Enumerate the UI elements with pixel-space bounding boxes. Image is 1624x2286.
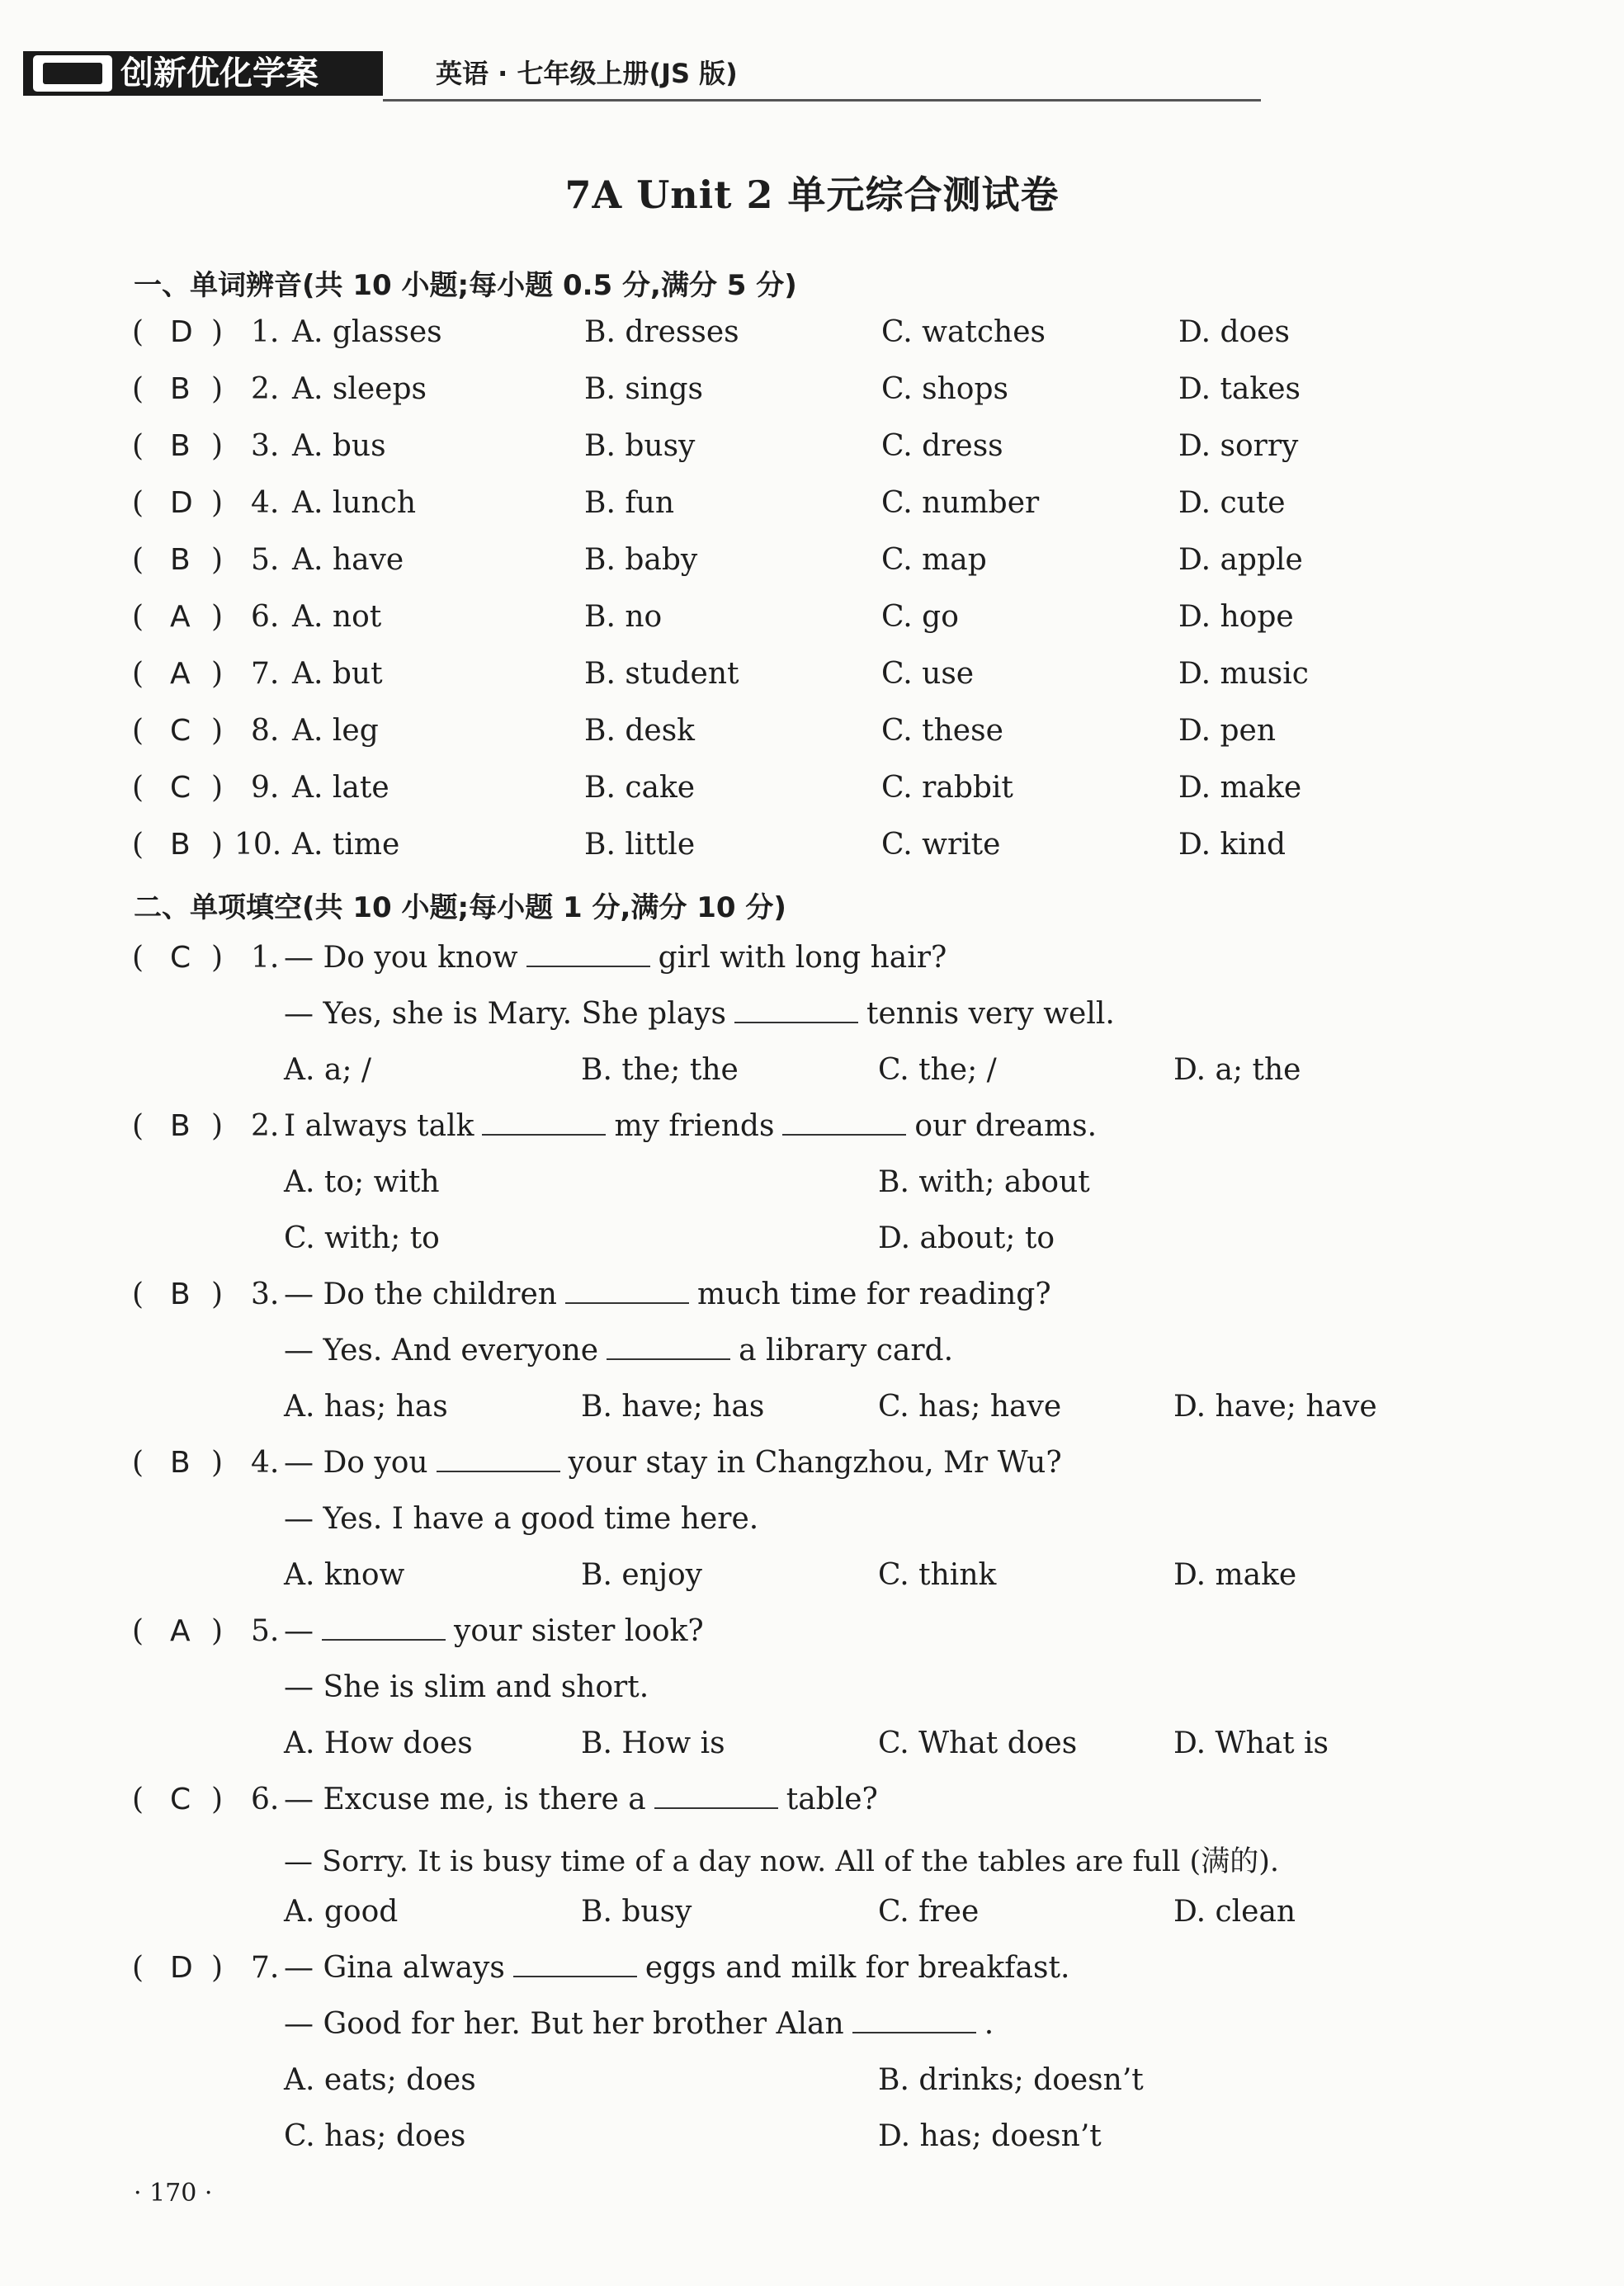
option-c: C. use <box>881 657 975 691</box>
question-stem: — Do you your stay in Changzhou, Mr Wu? <box>284 1446 1062 1480</box>
option-a: A. time <box>292 828 400 862</box>
option-a: A. sleeps <box>292 372 427 406</box>
answer-blank[interactable] <box>322 1616 446 1641</box>
options-row <box>0 1390 1624 1439</box>
question-number: 3. <box>251 1278 280 1311</box>
option-a: A. have <box>292 543 404 577</box>
question-number: 6. <box>251 1783 280 1816</box>
question-row: ( A ) 5. — your sister look? <box>132 1614 704 1648</box>
option-b: B. with; about <box>878 1165 1090 1199</box>
answer-blank[interactable] <box>482 1111 606 1136</box>
option-d: D. have; have <box>1173 1390 1377 1424</box>
option-a: A. leg <box>292 714 379 748</box>
question-row: ( B ) 3. A. bus B. busy C. dress D. sorry <box>132 429 1299 463</box>
question-number: 8. <box>251 714 280 748</box>
question-row: ( D ) 7. — Gina always eggs and milk for breakfast. <box>132 1951 1070 1985</box>
question-number: 3. <box>251 429 280 463</box>
option-d: D. apple <box>1178 543 1303 577</box>
option-b: B. enjoy <box>581 1558 703 1592</box>
question-row: ( A ) 7. A. but B. student C. use D. music <box>132 657 1309 691</box>
option-a: A. lunch <box>292 486 417 520</box>
option-c: C. with; to <box>284 1221 440 1255</box>
question-stem: I always talk my friends our dreams. <box>284 1109 1098 1143</box>
header-rule <box>383 99 1261 102</box>
question-number: 10. <box>234 828 282 862</box>
brand-text: 创新优化学案 <box>120 54 319 92</box>
question-line <box>0 2007 1624 2057</box>
options-row <box>0 1053 1624 1103</box>
answer-blank[interactable] <box>565 1279 689 1304</box>
option-b: B. student <box>584 657 739 691</box>
question-row: ( C ) 9. A. late B. cake C. rabbit D. make <box>132 771 1302 805</box>
page-number: · 170 · <box>134 2179 213 2208</box>
option-a: A. but <box>292 657 383 691</box>
answer-blank[interactable] <box>654 1784 778 1809</box>
question-stem: — Yes. And everyone a library card. <box>284 1334 954 1367</box>
question-row: ( D ) 4. A. lunch B. fun C. number D. cute <box>132 486 1286 520</box>
option-b: B. baby <box>584 543 698 577</box>
option-b: B. How is <box>581 1726 725 1760</box>
answer-blank[interactable] <box>437 1448 560 1472</box>
question-number: 2. <box>251 1109 280 1143</box>
option-b: B. no <box>584 600 663 634</box>
question-number: 4. <box>251 1446 280 1480</box>
option-d: D. sorry <box>1178 429 1299 463</box>
question-line <box>0 1502 1624 1552</box>
option-d: D. takes <box>1178 372 1301 406</box>
option-a: A. eats; does <box>284 2063 476 2097</box>
question-number: 1. <box>251 941 280 975</box>
option-b: B. sings <box>584 372 704 406</box>
option-b: B. desk <box>584 714 695 748</box>
option-a: A. has; has <box>284 1390 448 1424</box>
question-row: ( C ) 6. — Excuse me, is there a table? <box>132 1783 878 1816</box>
question-number: 2. <box>251 372 280 406</box>
logo-mark <box>33 55 112 92</box>
option-d: D. make <box>1173 1558 1297 1592</box>
option-c: C. write <box>881 828 1001 862</box>
option-c: C. shops <box>881 372 1009 406</box>
option-c: C. What does <box>878 1726 1078 1760</box>
option-b: B. little <box>584 828 696 862</box>
question-stem: — Do the children much time for reading? <box>284 1278 1051 1311</box>
option-c: C. dress <box>881 429 1003 463</box>
option-a: A. a; / <box>284 1053 372 1087</box>
option-d: D. a; the <box>1173 1053 1301 1087</box>
page-title: 7A Unit 2 单元综合测试卷 <box>564 172 1060 217</box>
options-row <box>0 2063 1624 2113</box>
option-a: A. not <box>292 600 382 634</box>
options-row <box>0 1558 1624 1608</box>
question-number: 6. <box>251 600 280 634</box>
section2-heading: 二、单项填空(共 10 小题;每小题 1 分,满分 10 分) <box>134 891 786 924</box>
option-d: D. hope <box>1178 600 1294 634</box>
question-row: ( B ) 2. I always talk my friends our dreams. <box>132 1109 1098 1143</box>
option-a: A. bus <box>292 429 386 463</box>
option-d: D. clean <box>1173 1895 1296 1929</box>
question-stem: — Do you know girl with long hair? <box>284 941 947 975</box>
option-c: C. the; / <box>878 1053 997 1087</box>
option-b: B. cake <box>584 771 696 805</box>
question-number: 9. <box>251 771 280 805</box>
question-line <box>0 1839 1624 1888</box>
question-row: ( B ) 2. A. sleeps B. sings C. shops D. takes <box>132 372 1301 406</box>
section1-heading: 一、单词辨音(共 10 小题;每小题 0.5 分,满分 5 分) <box>134 269 797 302</box>
answer-blank[interactable] <box>734 999 858 1023</box>
question-row: ( B ) 5. A. have B. baby C. map D. apple <box>132 543 1303 577</box>
question-number: 7. <box>251 657 280 691</box>
option-b: B. fun <box>584 486 675 520</box>
question-number: 4. <box>251 486 280 520</box>
brand-logo <box>23 51 383 96</box>
question-number: 1. <box>251 315 280 349</box>
option-c: C. rabbit <box>881 771 1013 805</box>
question-stem: — your sister look? <box>284 1614 704 1648</box>
option-b: B. busy <box>584 429 696 463</box>
option-b: B. dresses <box>584 315 739 349</box>
option-b: B. drinks; doesn’t <box>878 2063 1144 2097</box>
option-d: D. make <box>1178 771 1302 805</box>
option-a: A. late <box>292 771 389 805</box>
option-c: C. free <box>878 1895 980 1929</box>
options-row <box>0 2119 1624 2169</box>
answer-blank[interactable] <box>607 1335 730 1360</box>
option-d: D. has; doesn’t <box>878 2119 1102 2153</box>
option-d: D. cute <box>1178 486 1286 520</box>
answer-blank[interactable] <box>852 2009 976 2033</box>
question-stem: — Excuse me, is there a table? <box>284 1783 878 1816</box>
question-row: ( B ) 10. A. time B. little C. write D. kind <box>132 828 1286 862</box>
question-number: 5. <box>251 543 280 577</box>
option-a: A. How does <box>284 1726 473 1760</box>
option-c: C. has; have <box>878 1390 1062 1424</box>
question-stem: — Sorry. It is busy time of a day now. All of the tables are full (满的). <box>284 1845 1279 1878</box>
question-row: ( D ) 1. A. glasses B. dresses C. watches D. does <box>132 315 1290 349</box>
answer-blank[interactable] <box>526 942 650 967</box>
option-d: D. pen <box>1178 714 1277 748</box>
question-row: ( A ) 6. A. not B. no C. go D. hope <box>132 600 1294 634</box>
question-row: ( B ) 3. — Do the children much time for reading? <box>132 1278 1051 1311</box>
question-row: ( C ) 8. A. leg B. desk C. these D. pen <box>132 714 1277 748</box>
option-a: A. to; with <box>284 1165 440 1199</box>
option-c: C. go <box>881 600 959 634</box>
option-a: A. good <box>284 1895 399 1929</box>
question-stem: — Good for her. But her brother Alan . <box>284 2007 994 2041</box>
book-title: 英语 · 七年级上册(JS 版) <box>436 58 738 89</box>
question-row: ( B ) 4. — Do you your stay in Changzhou, Mr Wu? <box>132 1446 1062 1480</box>
question-number: 5. <box>251 1614 280 1648</box>
options-row <box>0 1221 1624 1271</box>
option-d: D. music <box>1178 657 1309 691</box>
option-c: C. think <box>878 1558 997 1592</box>
options-row <box>0 1895 1624 1944</box>
option-c: C. number <box>881 486 1040 520</box>
option-d: D. What is <box>1173 1726 1329 1760</box>
question-row: ( C ) 1. — Do you know girl with long hair? <box>132 941 947 975</box>
question-line <box>0 997 1624 1046</box>
option-c: C. has; does <box>284 2119 466 2153</box>
options-row <box>0 1165 1624 1215</box>
question-line <box>0 1334 1624 1383</box>
option-d: D. kind <box>1178 828 1286 862</box>
question-stem: — Gina always eggs and milk for breakfast. <box>284 1951 1070 1985</box>
page-header <box>23 48 1261 99</box>
question-stem: — Yes. I have a good time here. <box>284 1502 759 1536</box>
option-a: A. glasses <box>292 315 442 349</box>
options-row <box>0 1726 1624 1776</box>
option-a: A. know <box>284 1558 405 1592</box>
option-c: C. map <box>881 543 987 577</box>
question-stem: — She is slim and short. <box>284 1670 649 1704</box>
option-c: C. these <box>881 714 1003 748</box>
question-line <box>0 1670 1624 1720</box>
option-d: D. does <box>1178 315 1290 349</box>
option-b: B. have; has <box>581 1390 765 1424</box>
answer-blank[interactable] <box>513 1953 637 1977</box>
option-d: D. about; to <box>878 1221 1055 1255</box>
option-b: B. the; the <box>581 1053 739 1087</box>
question-stem: — Yes, she is Mary. She plays tennis very well. <box>284 997 1115 1031</box>
question-number: 7. <box>251 1951 280 1985</box>
option-b: B. busy <box>581 1895 692 1929</box>
answer-blank[interactable] <box>782 1111 906 1136</box>
option-c: C. watches <box>881 315 1046 349</box>
